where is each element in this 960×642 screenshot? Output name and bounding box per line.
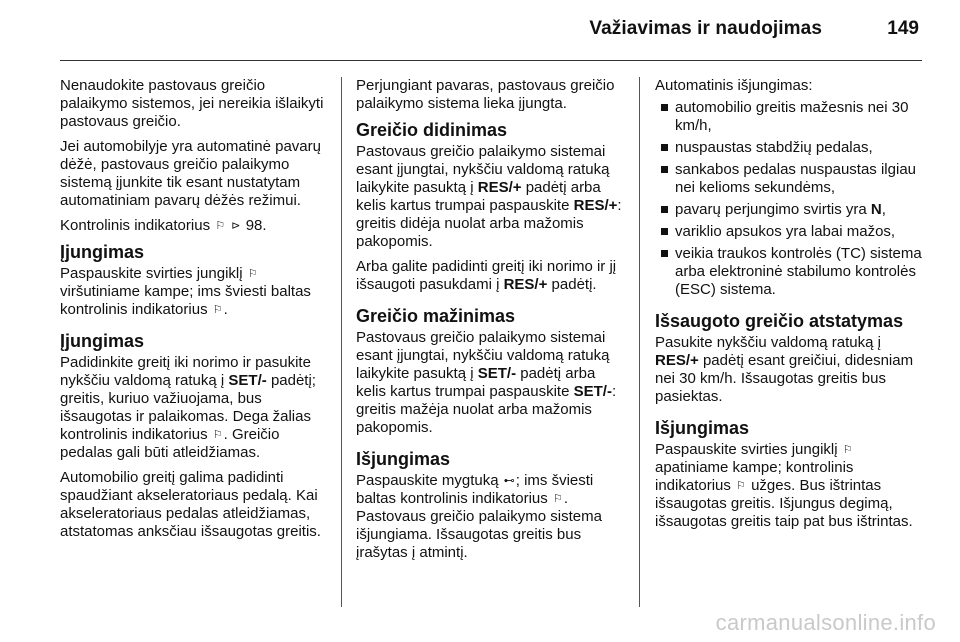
- text: Kontrolinis indikatorius: [60, 217, 211, 234]
- column-1: [60, 77, 328, 548]
- text: veikia traukos kontrolės (TC) sistema arba elektroninė stabilumo kontrolės (ESC) sistema.: [675, 245, 922, 298]
- heading-deactivation: Išjungimas: [356, 449, 451, 469]
- heading-resume-speed: Išsaugoto greičio atstatymas: [655, 311, 904, 331]
- text: padėtį; greitis, kuriuo važiuojama, bus išsaugotas ir palaikomas. Dega žalias kontrolinis indikatorius: [60, 372, 316, 443]
- text: automobilio greitis mažesnis nei 30 km/h,: [675, 99, 909, 134]
- cruise-indicator-icon: ⚐: [212, 304, 223, 316]
- paragraph: Automobilio greitį galima padidinti spaudžiant akseleratoriaus pedalą. Kai akseleratoriaus pedalas atleidžiamas, atstatomas anksčiau išsaugotas greitis.: [60, 469, 321, 540]
- list-item: [655, 245, 927, 299]
- paragraph: Jei automobilyje yra automatinė pavarų dėžė, pastovaus greičio palaikymo sistemą įjunkite tik esant nustatytam automatiniam pavarų dėžės režimui.: [60, 138, 321, 209]
- paragraph: Perjungiant pavaras, pastovaus greičio palaikymo sistema lieka įjungta.: [356, 77, 615, 112]
- bullet-icon: [661, 228, 668, 235]
- paragraph: Pastovaus greičio palaikymo sistema išjungiama. Išsaugotas greitis bus įrašytas į atmintį.: [356, 508, 602, 561]
- bullet-icon: [661, 104, 668, 111]
- cruise-indicator-icon: ⚐: [736, 480, 746, 492]
- text: Pasukite nykščiu valdomą ratuką į: [655, 334, 881, 351]
- bullet-icon: [661, 166, 668, 173]
- paragraph: Automatinis išjungimas:: [655, 77, 813, 94]
- gear-label: N: [870, 201, 882, 218]
- watermark: carmanualsonline.info: [715, 610, 936, 635]
- heading-activation: Įjungimas: [60, 242, 145, 262]
- section-title: Važiavimas ir naudojimas: [589, 18, 822, 39]
- text: padėtį arba kelis kartus trumpai paspauskite: [356, 365, 596, 400]
- cruise-indicator-icon: ⚐: [215, 220, 226, 232]
- text: pavarų perjungimo svirtis yra: [675, 201, 867, 218]
- column-divider-2: [639, 77, 640, 607]
- list-item: [655, 139, 927, 157]
- text: .: [563, 490, 568, 507]
- paragraph: [655, 441, 927, 531]
- control-label: SET/-: [228, 372, 267, 389]
- paragraph: [60, 217, 328, 235]
- paragraph: Nenaudokite pastovaus greičio palaikymo sistemos, jei nereikia išlaikyti pastovaus greičio.: [60, 77, 324, 130]
- control-label: SET/-: [477, 365, 517, 382]
- control-label: RES/+: [503, 276, 548, 293]
- text: : greitis mažėja nuolat arba mažomis pakopomis.: [356, 383, 617, 436]
- text: Paspauskite svirties jungiklį: [655, 441, 838, 458]
- page-reference: 98.: [245, 217, 267, 234]
- paragraph: [60, 354, 328, 462]
- bullet-icon: [661, 206, 668, 213]
- cruise-indicator-icon: ⚐: [842, 444, 853, 456]
- text: Pastovaus greičio palaikymo sistemai esant įjungtai, nykščiu valdomą ratuką laikykite pasuktą į: [356, 143, 610, 196]
- control-label: RES/+: [477, 179, 522, 196]
- header-divider: [60, 60, 922, 61]
- paragraph: [356, 472, 628, 508]
- heading-switch-off: Išjungimas: [655, 418, 750, 438]
- column-divider-1: [341, 77, 342, 607]
- text: ; ims šviesti baltas kontrolinis indikatorius: [356, 472, 594, 507]
- column-3: [655, 77, 927, 538]
- control-label: RES/+: [573, 197, 618, 214]
- text: nuspaustas stabdžių pedalas,: [675, 139, 873, 156]
- text: .: [223, 301, 228, 318]
- list-item: [655, 223, 927, 241]
- control-label: SET/-: [573, 383, 612, 400]
- list-item: [655, 201, 927, 219]
- cruise-indicator-icon: ⚐: [552, 493, 563, 505]
- paragraph: [356, 329, 628, 437]
- text: variklio apsukos yra labai mažos,: [675, 223, 896, 240]
- bullet-icon: [661, 250, 668, 257]
- text: Pastovaus greičio palaikymo sistemai esant įjungtai, nykščiu valdomą ratuką laikykite pasuktą į: [356, 329, 610, 382]
- text: Arba galite padidinti greitį iki norimo ir jį išsaugoti pasukdami į: [356, 258, 617, 293]
- cruise-off-button-icon: ⊷: [503, 475, 515, 487]
- text: Padidinkite greitį iki norimo ir pasukite nykščiu valdomą ratuką į: [60, 354, 311, 389]
- heading-speed-decrease: Greičio mažinimas: [356, 306, 516, 326]
- text: užges. Bus ištrintas išsaugotas greitis. Išjungus degimą, išsaugotas greitis taip pat bus ištrintas.: [655, 477, 913, 530]
- text: : greitis didėja nuolat arba mažomis pakopomis.: [356, 197, 622, 250]
- column-2: [356, 77, 628, 569]
- text: . Greičio pedalas gali būti atleidžiamas.: [60, 426, 280, 461]
- bullet-icon: [661, 144, 668, 151]
- auto-off-list: [655, 99, 927, 299]
- text: viršutiniame kampe; ims šviesti baltas kontrolinis indikatorius: [60, 283, 311, 318]
- paragraph: [655, 334, 927, 406]
- heading-speed-increase: Greičio didinimas: [356, 120, 508, 140]
- text: ,: [881, 201, 886, 218]
- text: padėtį arba kelis kartus trumpai paspauskite: [356, 179, 601, 214]
- cruise-indicator-icon: ⚐: [247, 268, 258, 280]
- text: Paspauskite mygtuką: [356, 472, 499, 489]
- text: apatiniame kampe; kontrolinis indikatorius: [655, 459, 854, 494]
- list-item: [655, 99, 927, 135]
- paragraph: [356, 258, 628, 294]
- list-item: [655, 161, 927, 197]
- text: Paspauskite svirties jungiklį: [60, 265, 243, 282]
- text: sankabos pedalas nuspaustas ilgiau nei kelioms sekundėms,: [675, 161, 917, 196]
- paragraph: [356, 143, 628, 251]
- text: padėtį esant greičiui, didesniam nei 30 km/h. Išsaugotas greitis bus pasiektas.: [655, 352, 914, 405]
- paragraph: [60, 265, 328, 319]
- control-label: RES/+: [655, 352, 699, 369]
- text: padėtį.: [551, 276, 597, 293]
- heading-engagement: Įjungimas: [60, 331, 145, 351]
- page-number: 149: [887, 18, 919, 39]
- cruise-indicator-icon: ⚐: [212, 429, 223, 441]
- page-header: [0, 0, 960, 62]
- page-ref-arrow-icon: ⊳: [231, 220, 241, 232]
